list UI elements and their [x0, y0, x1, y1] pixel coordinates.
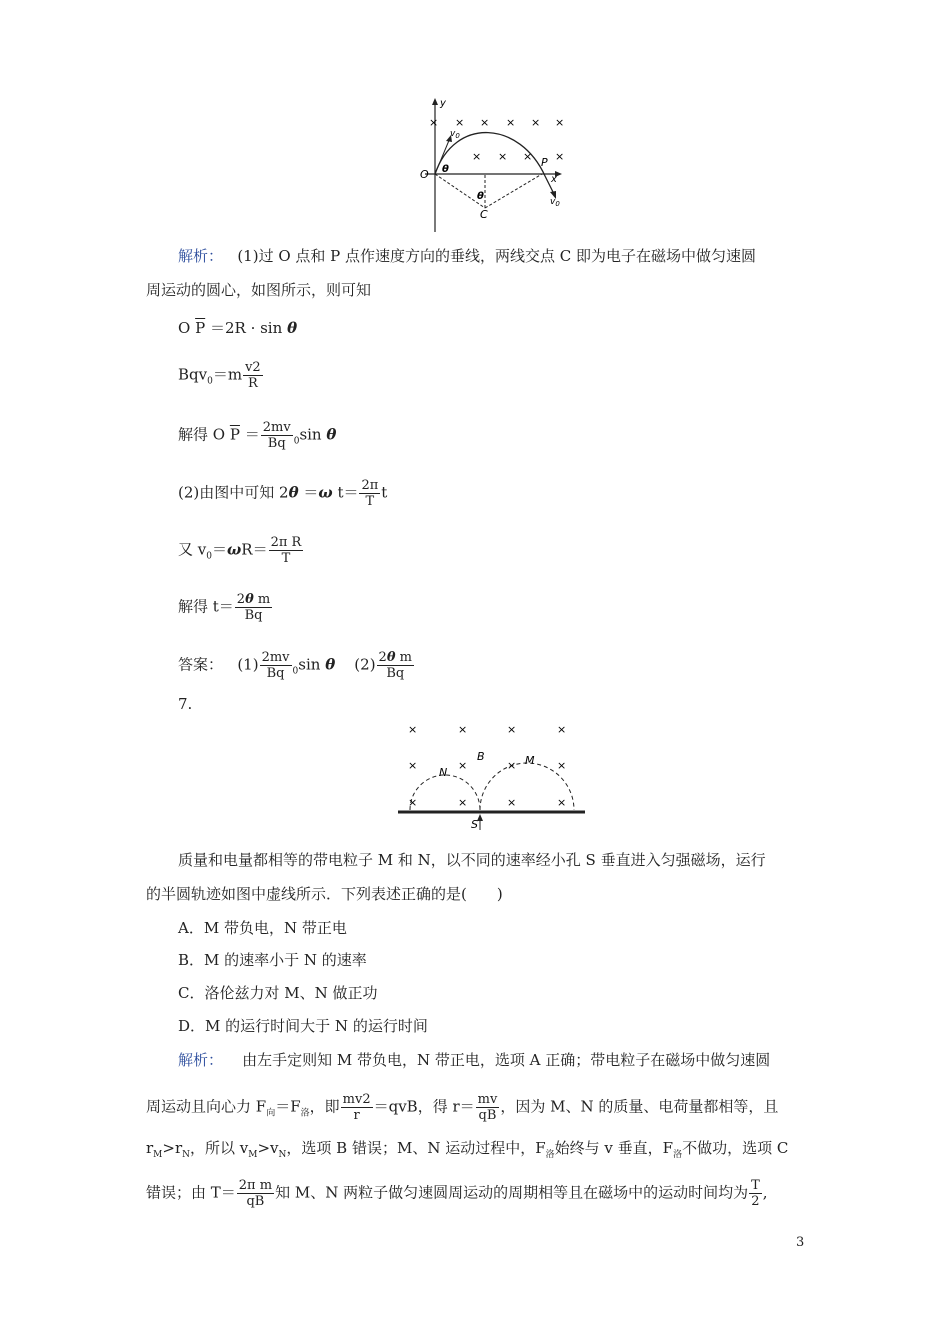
q7-stem-b: 的半圆轨迹如图中虚线所示．下列表述正确的是( )	[146, 885, 503, 903]
hole-s-label: S	[471, 818, 478, 831]
svg-text:×: ×	[523, 150, 533, 163]
sol7-line4: 错误；由 T＝ $\frac{\text{2π m}}{qB}$ 知 M、N 两粒子做匀速圆周运动的周期相等且在磁场中的运动时间均为 $\frac{T}{2}$ ,	[146, 1178, 768, 1209]
svg-text:×: ×	[507, 723, 517, 736]
figure-magnetic-field-arc	[410, 96, 580, 236]
particle-n-label: N	[439, 766, 448, 779]
sol6-intro-b: 周运动的圆心，如图所示，则可知	[146, 281, 372, 299]
v0-label-o: $v_0$	[450, 129, 460, 140]
option-c: C．洛伦兹力对 M、N 做正功	[178, 984, 378, 1002]
eq-angle: (2)由图中可知 2θ ＝ω t＝ $\frac{2\pi}{T}$ t	[178, 478, 388, 509]
svg-text:×: ×	[408, 723, 418, 736]
sol7-line3: $r_M>r_N$，所以 $v_M>v_N$，选项 B 错误；M、N 运动过程中，$F_洛$始终与 v 垂直，$F_洛$不做功，选项 C	[146, 1139, 789, 1160]
svg-text:×: ×	[557, 796, 567, 809]
field-b-label: B	[477, 750, 485, 763]
svg-text:×: ×	[498, 150, 508, 163]
sol6-line1	[178, 246, 756, 266]
solution-label-7: 解析：	[178, 1051, 224, 1069]
svg-text:×: ×	[557, 723, 567, 736]
option-a: A．M 带负电，N 带正电	[178, 919, 347, 937]
y-label: y	[440, 98, 446, 109]
svg-text:×: ×	[480, 116, 490, 129]
q7-stem-a: 质量和电量都相等的带电粒子 M 和 N，以不同的速率经小孔 S 垂直进入匀强磁场，运行	[178, 851, 766, 869]
eq-velocity: 又 $v_0=\omega R=$ $\frac{\text{2π R}}{T}$	[178, 535, 302, 566]
svg-text:×: ×	[458, 759, 468, 772]
point-c-label: C	[480, 208, 488, 221]
radius-pc	[485, 174, 542, 208]
theta-label-o: θ	[442, 164, 449, 175]
theta-label-c: θ	[477, 191, 484, 202]
svg-text:×: ×	[506, 116, 516, 129]
svg-text:×: ×	[429, 116, 439, 129]
sol6-intro-a: (1)过 O 点和 P 点作速度方向的垂线，两线交点 C 即为电子在磁场中做匀速圆	[237, 247, 757, 265]
svg-text:×: ×	[557, 759, 567, 772]
sol7-line1: 解析： 由左手定则知 M 带负电，N 带正电，选项 A 正确；带电粒子在磁场中做匀速圆	[178, 1051, 771, 1069]
page-number: 3	[796, 1235, 805, 1250]
svg-text:×: ×	[555, 116, 565, 129]
svg-text:×: ×	[507, 759, 517, 772]
question-number: 7.	[178, 695, 193, 713]
svg-text:×: ×	[555, 150, 565, 163]
svg-text:×: ×	[458, 796, 468, 809]
svg-text:×: ×	[408, 796, 418, 809]
sol7-line2: 周运动且向心力 $F_向=F_洛$，即 $\frac{mv2}{r}$ ＝qvB，得 r＝ $\frac{mv}{qB}$ ，因为 M、N 的质量、电荷量都相等，且	[146, 1092, 779, 1123]
svg-text:×: ×	[455, 116, 465, 129]
v0-label-p: $v_0$	[550, 197, 560, 208]
svg-text:×: ×	[507, 796, 517, 809]
eq-time: 解得 t＝ $\frac{\text{2θ m}}{Bq}$	[178, 592, 271, 623]
option-b: B．M 的速率小于 N 的速率	[178, 951, 367, 969]
trajectory-n	[410, 775, 480, 810]
figure-semicircles	[395, 718, 590, 836]
solution-label: 解析：	[178, 247, 224, 265]
answer-line: 答案： (1) $\frac{2mv}{Bq}$ $_0$sin θ (2) $\frac{\text{2θ m}}{Bq}$	[178, 650, 412, 681]
x-label: x	[551, 174, 557, 185]
particle-m-label: M	[525, 754, 535, 767]
eq-op: O $\overline{P} =2R \cdot \sin \theta$	[178, 319, 298, 337]
eq-force: Bqv$_0$＝m $\frac{v2}{R}$	[178, 360, 261, 391]
svg-text:×: ×	[408, 759, 418, 772]
option-d: D．M 的运行时间大于 N 的运行时间	[178, 1017, 428, 1035]
svg-text:×: ×	[472, 150, 482, 163]
point-o-label: O	[420, 168, 429, 181]
svg-text:×: ×	[458, 723, 468, 736]
svg-text:×: ×	[531, 116, 541, 129]
field-crosses-7	[408, 723, 566, 809]
point-p-label: P	[541, 156, 548, 169]
eq-op-solved: 解得 O $\overline{P}$ ＝ $\frac{2mv}{Bq}$ $_0$sin θ	[178, 420, 337, 451]
